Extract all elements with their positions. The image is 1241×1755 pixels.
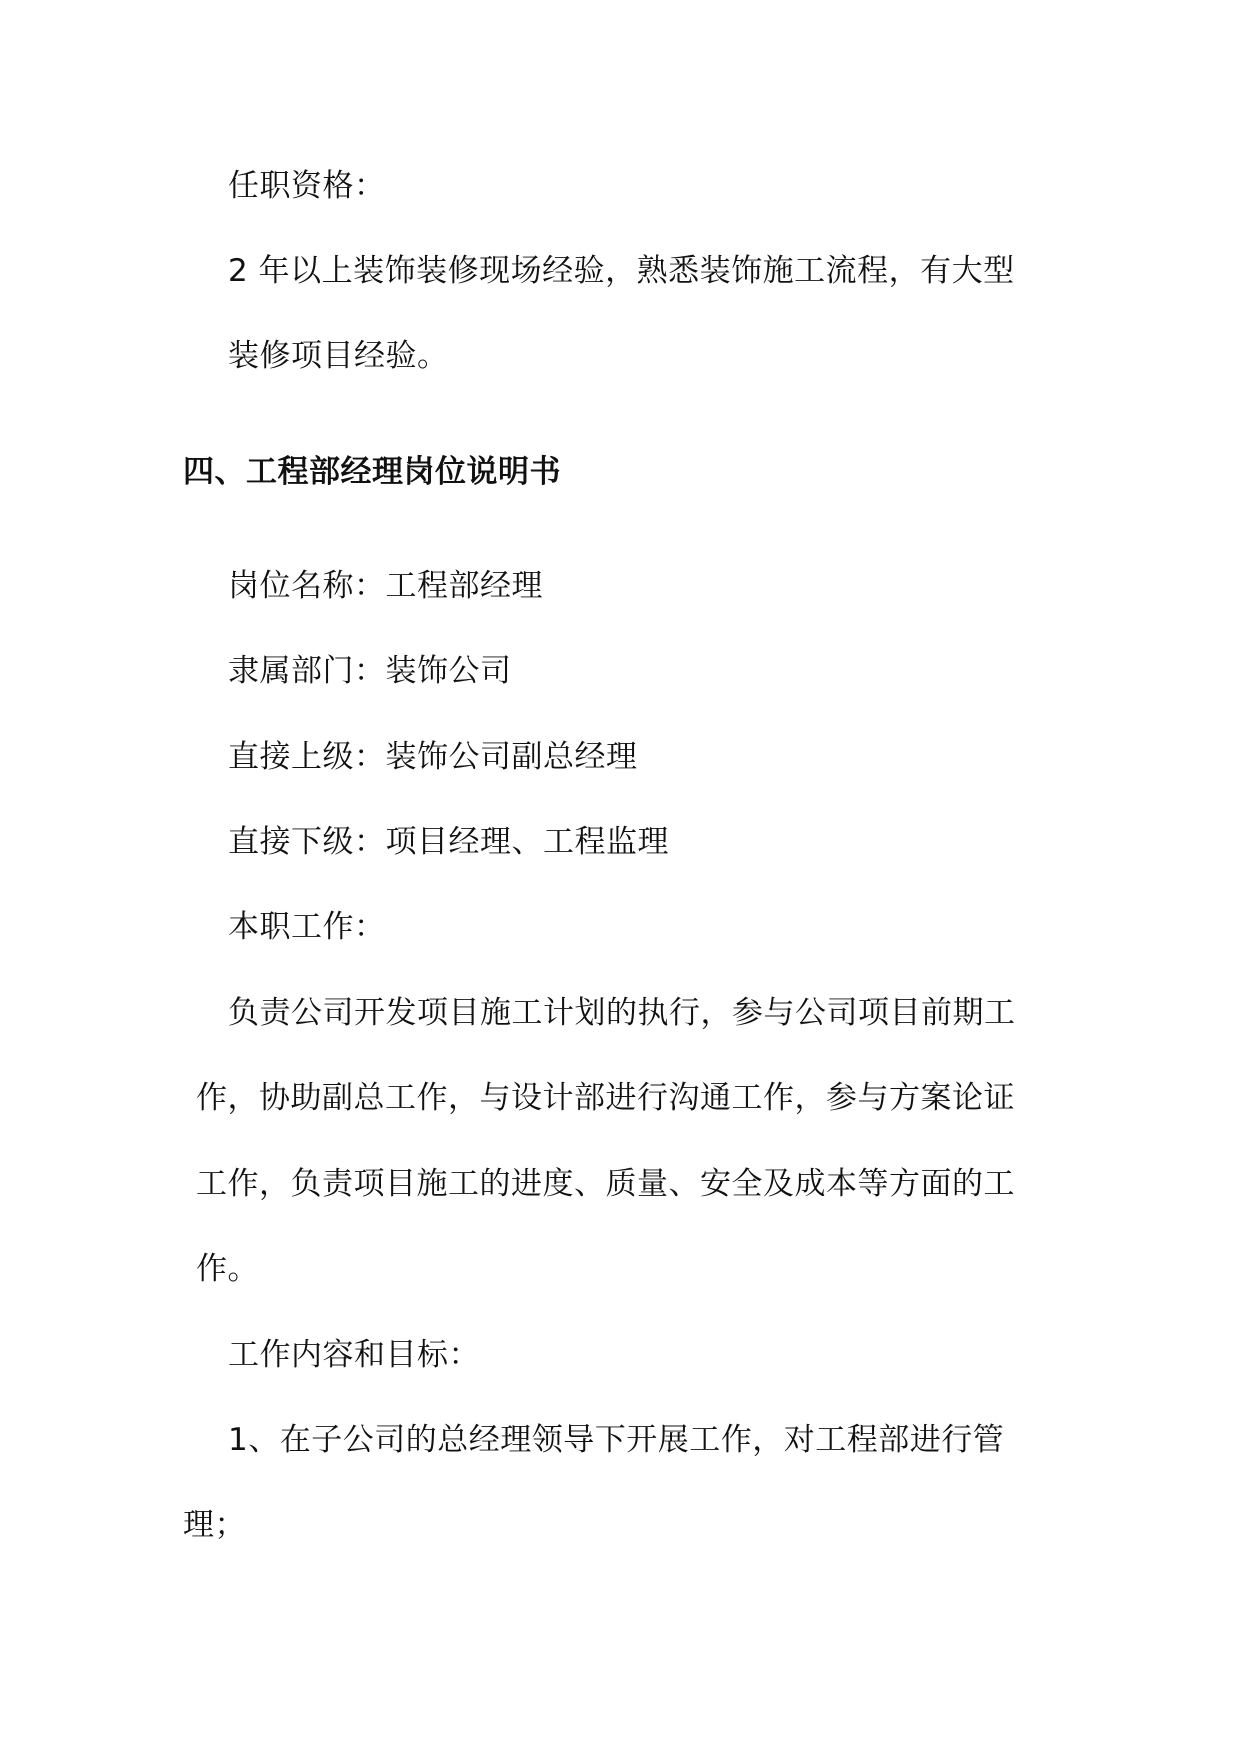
duties-text-line: 作。: [196, 1251, 259, 1287]
list-item-text-line: 理；: [183, 1507, 246, 1543]
position-name-field: 岗位名称：工程部经理: [228, 568, 543, 604]
duties-text-line: 工作，负责项目施工的进度、质量、安全及成本等方面的工: [196, 1166, 1015, 1202]
duties-text-line: 负责公司开发项目施工计划的执行，参与公司项目前期工: [228, 995, 1016, 1031]
department-field: 隶属部门：装饰公司: [228, 653, 512, 689]
direct-superior-field: 直接上级：装饰公司副总经理: [228, 739, 638, 775]
duties-label: 本职工作：: [228, 909, 386, 945]
duties-text-line: 作，协助副总工作，与设计部进行沟通工作，参与方案论证: [196, 1080, 1015, 1116]
qualifications-text-line: 装修项目经验。: [228, 338, 449, 374]
content-goals-label: 工作内容和目标：: [228, 1337, 480, 1373]
qualifications-text-line: 2 年以上装饰装修现场经验，熟悉装饰施工流程，有大型: [228, 253, 1015, 289]
section-heading: 四、工程部经理岗位说明书: [183, 454, 561, 490]
direct-subordinates-field: 直接下级：项目经理、工程监理: [228, 824, 669, 860]
qualifications-label: 任职资格：: [228, 168, 386, 204]
list-item-text-line: 1、在子公司的总经理领导下开展工作，对工程部进行管: [228, 1422, 1005, 1458]
